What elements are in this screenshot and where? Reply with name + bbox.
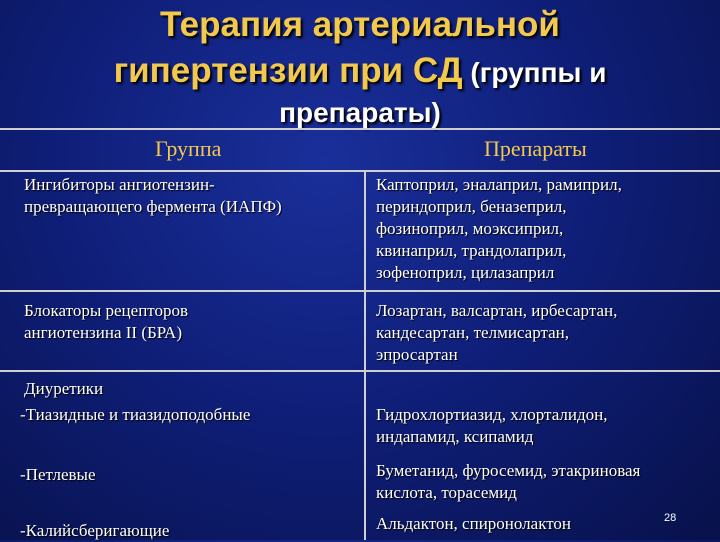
row-1-drugs: Каптоприл, эналаприл, рамиприл, периндоприл, беназеприл, фозиноприл, моэксиприл, квинаприл, трандолаприл, зофеноприл, цилазаприл bbox=[376, 175, 622, 282]
diuretics-heading: Диуретики bbox=[24, 379, 104, 398]
row-1-group: Ингибиторы ангиотензин- превращающего фермента (ИАПФ) bbox=[24, 175, 282, 216]
diuretics-item-1-group: -Тиазидные и тиазидоподобные bbox=[20, 405, 251, 424]
row-divider-1 bbox=[0, 290, 720, 292]
title-line-1: Терапия артериальной bbox=[160, 5, 560, 44]
row-2-drugs: Лозартан, валсартан, ирбесартан, кандесартан, телмисартан, эпросартан bbox=[376, 301, 618, 364]
row-2-group: Блокаторы рецепторов ангиотензина II (БРА) bbox=[24, 301, 189, 342]
title-line-2-main: гипертензии при СД bbox=[113, 51, 463, 90]
header-group: Группа bbox=[155, 136, 222, 161]
diuretics-item-2-group: -Петлевые bbox=[20, 465, 96, 484]
diuretics-item-2-drugs: Буметанид, фуросемид, этакриновая кислота, торасемид bbox=[376, 461, 641, 502]
diuretics-item-3-group: -Калийсберигающие bbox=[20, 521, 170, 540]
diuretics-item-1-drugs: Гидрохлортиазид, хлорталидон, индапамид, ксипамид bbox=[376, 405, 608, 446]
slide-title bbox=[0, 2, 720, 130]
row-divider-2 bbox=[0, 370, 720, 372]
title-line-2-small: (группы и bbox=[462, 57, 607, 88]
page-number: 28 bbox=[664, 512, 677, 524]
diuretics-item-3-drugs: Альдактон, спиронолактон bbox=[376, 514, 572, 533]
title-line-2 bbox=[0, 48, 720, 96]
table-header-row bbox=[0, 128, 720, 172]
title-line-3: препараты) bbox=[279, 97, 441, 128]
column-divider bbox=[364, 170, 366, 540]
header-drugs: Препараты bbox=[484, 136, 587, 161]
